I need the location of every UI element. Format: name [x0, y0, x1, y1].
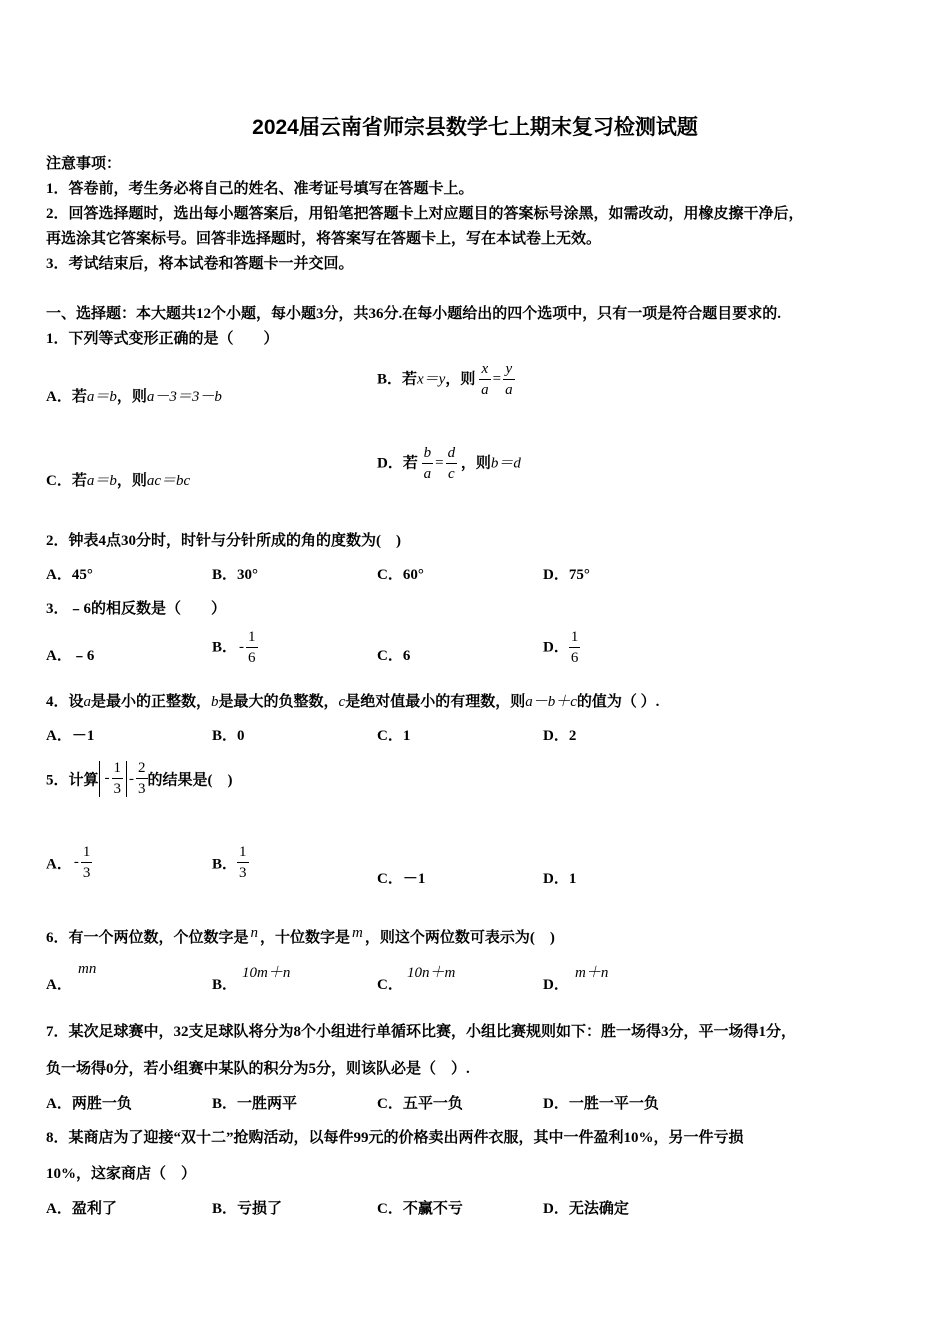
- q7-option-d: D．一胜一平一负: [543, 1096, 659, 1112]
- fraction: $\frac{1}{3}$: [239, 844, 247, 881]
- q6-option-d-expr: m＋n: [575, 965, 609, 981]
- notice-item: 再选涂其它答案标号。回答非选择题时，将答案写在答题卡上，写在本试卷上无效。: [46, 231, 602, 247]
- q8-option-c: C．不赢不亏: [377, 1201, 463, 1217]
- notice-item: 3．考试结束后，将本试卷和答题卡一并交回。: [46, 256, 354, 272]
- q6-option-c-label: C．: [377, 977, 403, 993]
- q1-option-b: B．若x＝y，则 $\frac{x}{a}$ = $\frac{y}{a}$: [377, 361, 513, 398]
- fraction: $\frac{1}{6}$: [248, 629, 256, 666]
- q6-option-d-label: D．: [543, 977, 569, 993]
- fraction: $\frac{1}{3}$: [82, 844, 91, 881]
- fraction: $\frac{d}{c}$: [447, 445, 456, 482]
- q1-option-c: C．若a＝b，则ac＝bc: [46, 473, 191, 489]
- notice-item: 1．答卷前，考生务必将自己的姓名、准考证号填写在答题卡上。: [46, 181, 474, 197]
- q4-option-a: A．－1: [46, 728, 95, 744]
- q5-option-a: A． - $\frac{1}{3}$: [46, 844, 91, 881]
- fraction: $\frac{y}{a}$: [505, 361, 513, 398]
- fraction: $\frac{1}{3}$: [113, 760, 122, 797]
- q5-option-b: B． $\frac{1}{3}$: [212, 844, 247, 881]
- q4-option-b: B．0: [212, 728, 245, 744]
- notice-heading: 注意事项：: [46, 156, 122, 172]
- q8-option-d: D．无法确定: [543, 1201, 629, 1217]
- fraction: $\frac{2}{3}$: [138, 760, 146, 797]
- fraction: $\frac{1}{6}$: [570, 629, 579, 666]
- q6-option-a-expr: mn: [78, 961, 97, 977]
- q3-option-d: D． $\frac{1}{6}$: [543, 629, 579, 666]
- question-8-line: 10%，这家商店（ ）: [46, 1166, 197, 1182]
- q2-option-a: A．45°: [46, 567, 93, 583]
- q3-option-c: C．6: [377, 648, 411, 664]
- q5-option-d: D．1: [543, 871, 577, 887]
- question-7-line: 7．某次足球赛中，32支足球队将分为8个小组进行单循环比赛，小组比赛规则如下：胜一场得3分，平一场得1分，: [46, 1024, 797, 1040]
- q1-option-a: A．若a＝b，则a－3＝3－b: [46, 389, 222, 405]
- fraction: $\frac{x}{a}$: [481, 361, 489, 398]
- question-4-stem: 4．设a是最小的正整数，b是最大的负整数，c是绝对值最小的有理数，则a－b＋c的值为（ ）.: [46, 694, 660, 710]
- question-3-stem: 3．﹣6的相反数是（ ）: [46, 601, 227, 617]
- fraction: $\frac{b}{a}$: [423, 445, 432, 482]
- q2-option-c: C．60°: [377, 567, 424, 583]
- question-1-stem: 1．下列等式变形正确的是（ ）: [46, 331, 279, 347]
- q7-option-b: B．一胜两平: [212, 1096, 298, 1112]
- q2-option-b: B．30°: [212, 567, 259, 583]
- q7-option-a: A．两胜一负: [46, 1096, 132, 1112]
- q3-option-a: A．﹣6: [46, 648, 95, 664]
- q8-option-a: A．盈利了: [46, 1201, 117, 1217]
- question-6-stem: 6．有一个两位数，个位数字是 n ，十位数字是 m ，则这个两位数可表示为( ): [46, 925, 555, 946]
- q4-option-c: C．1: [377, 728, 411, 744]
- q6-option-a-label: A．: [46, 977, 72, 993]
- absolute-value: - $\frac{1}{3}$: [99, 761, 128, 797]
- q3-option-b: B． - $\frac{1}{6}$: [212, 629, 256, 666]
- q7-option-c: C．五平一负: [377, 1096, 463, 1112]
- section-heading: 一、选择题：本大题共12个小题，每小题3分，共36分.在每小题给出的四个选项中，只有一项是符合题目要求的.: [46, 306, 782, 322]
- q1-option-d: D．若 $\frac{b}{a}$ = $\frac{d}{c}$ ，则b＝d: [377, 445, 521, 482]
- q6-option-c-expr: 10n＋m: [407, 965, 456, 981]
- question-8-line: 8．某商店为了迎接“双十二”抢购活动，以每件99元的价格卖出两件衣服，其中一件盈利10%，另一件亏损: [46, 1130, 744, 1146]
- question-2-stem: 2．钟表4点30分时，时针与分针所成的角的度数为( ): [46, 533, 401, 549]
- q6-option-b-expr: 10m＋n: [242, 965, 291, 981]
- q8-option-b: B．亏损了: [212, 1201, 283, 1217]
- question-5-stem: 5．计算 - $\frac{1}{3}$ - $\frac{2}{3}$ 的结果是( ): [46, 760, 233, 797]
- q5-option-c: C．－1: [377, 871, 426, 887]
- page-title: 2024届云南省师宗县数学七上期末复习检测试题: [252, 116, 698, 139]
- question-7-line: 负一场得0分，若小组赛中某队的积分为5分，则该队必是（ ）.: [46, 1061, 470, 1077]
- q6-option-b-label: B．: [212, 977, 238, 993]
- q4-option-d: D．2: [543, 728, 577, 744]
- q2-option-d: D．75°: [543, 567, 590, 583]
- notice-item: 2．回答选择题时，选出每小题答案后，用铅笔把答题卡上对应题目的答案标号涂黑，如需改动，用橡皮擦干净后，: [46, 206, 804, 222]
